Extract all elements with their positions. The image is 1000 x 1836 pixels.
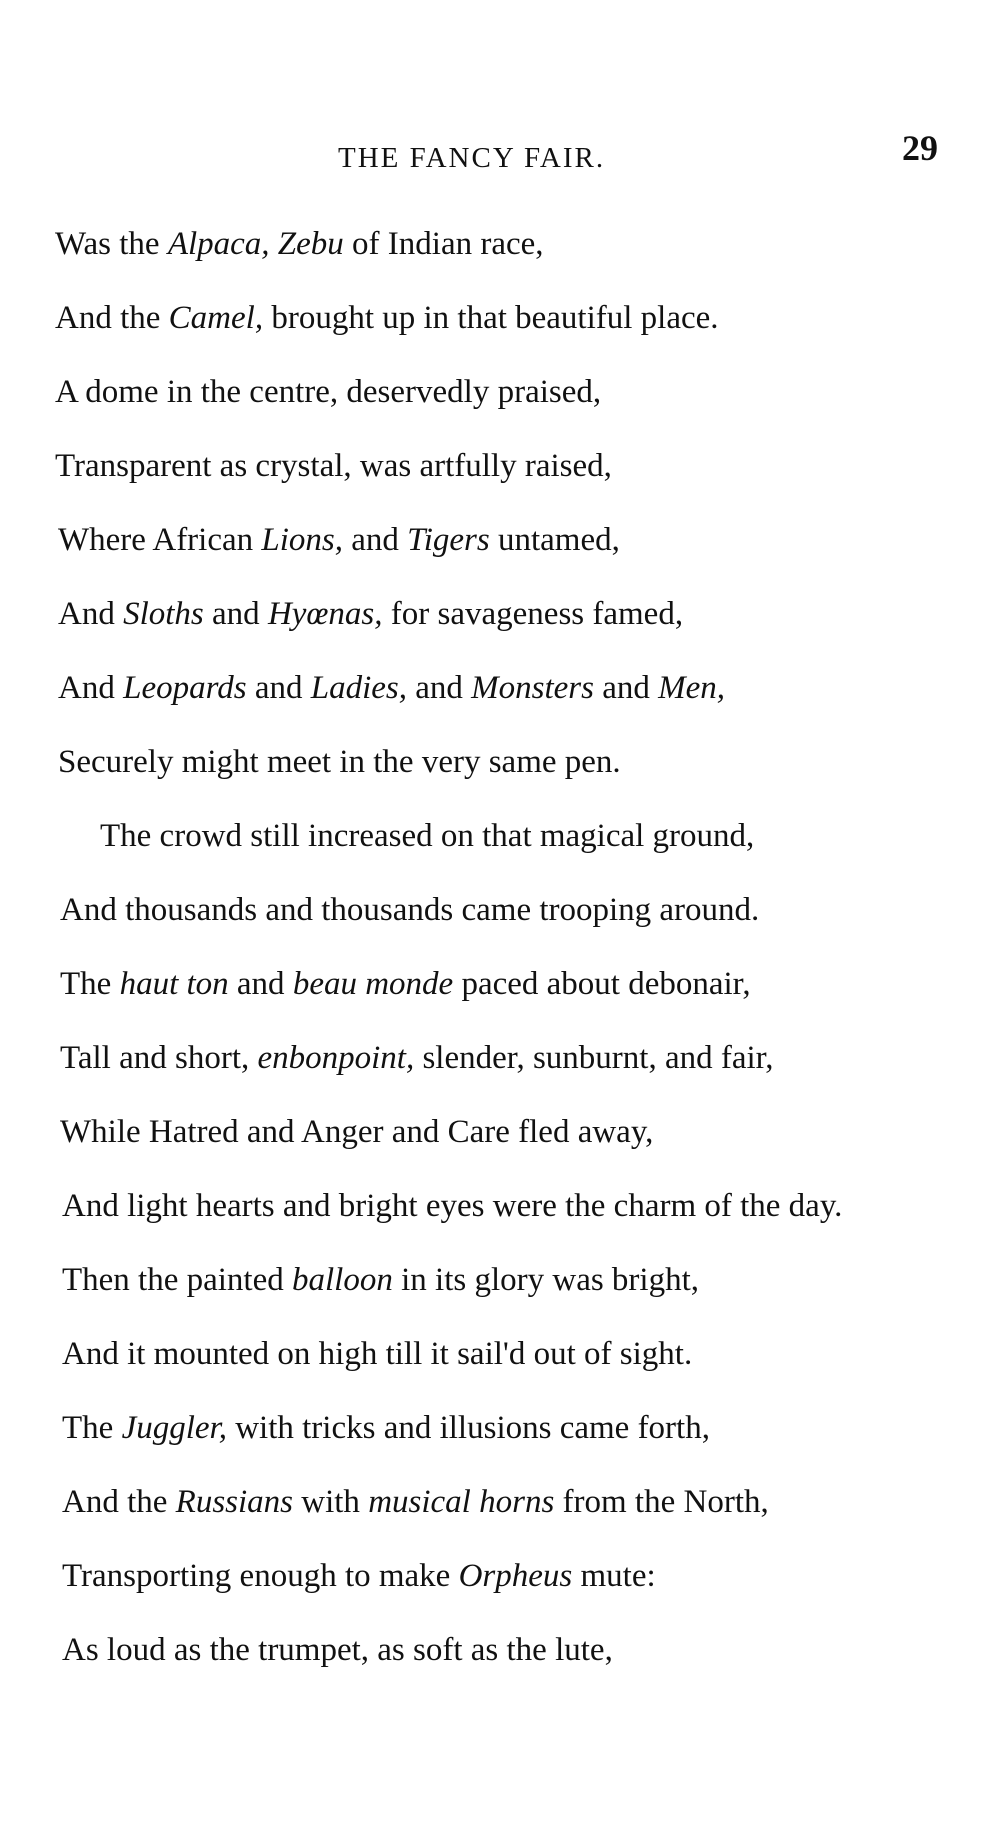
text-run: untamed, xyxy=(489,522,620,558)
verse-line xyxy=(58,594,683,634)
text-run: and xyxy=(593,670,659,706)
italic-text: Hyœnas, xyxy=(267,596,383,632)
verse-line xyxy=(62,1260,699,1300)
text-run: with tricks and illusions came forth, xyxy=(226,1410,710,1446)
italic-text: enbonpoint, xyxy=(257,1040,415,1076)
verse-line xyxy=(62,1408,710,1448)
italic-text: Zebu xyxy=(277,226,344,262)
text-run: Transparent as crystal, was artfully raised, xyxy=(55,448,612,484)
text-run: Where African xyxy=(58,522,262,558)
verse-line xyxy=(62,1334,692,1374)
text-run: and xyxy=(406,670,472,706)
italic-text: Tigers xyxy=(407,522,490,558)
italic-text: Lions, xyxy=(261,522,344,558)
italic-text: Orpheus xyxy=(458,1558,573,1594)
text-run: in its glory was bright, xyxy=(392,1262,700,1298)
verse-line xyxy=(55,298,719,338)
italic-text: Leopards xyxy=(123,670,247,706)
italic-text: Monsters xyxy=(471,670,594,706)
verse-line xyxy=(58,668,725,708)
italic-text: musical horns xyxy=(368,1484,555,1520)
text-run: And light hearts and bright eyes were the charm of the day. xyxy=(62,1188,843,1224)
text-run: from the North, xyxy=(554,1484,769,1520)
italic-text: balloon xyxy=(292,1262,393,1298)
verse-line xyxy=(60,964,751,1004)
text-run: and xyxy=(203,596,268,632)
verse-line xyxy=(55,446,612,486)
verse-line xyxy=(58,520,620,560)
running-header-title: THE FANCY FAIR. xyxy=(338,142,606,174)
italic-text: Russians xyxy=(175,1484,294,1520)
text-run: for savageness famed, xyxy=(382,596,684,632)
italic-text: beau monde xyxy=(292,966,454,1002)
verse-line xyxy=(62,1556,656,1596)
text-run: As loud as the trumpet, as soft as the lute, xyxy=(62,1632,613,1668)
italic-text: Juggler, xyxy=(121,1410,227,1446)
text-run: The xyxy=(60,966,120,1002)
text-run: and xyxy=(228,966,293,1002)
text-run: And the xyxy=(62,1484,176,1520)
verse-line xyxy=(62,1186,842,1226)
verse-line xyxy=(55,224,544,264)
verse-line xyxy=(58,742,621,782)
text-run: And thousands and thousands came trooping around. xyxy=(60,892,760,928)
italic-text: Men, xyxy=(658,670,726,706)
text-run: While Hatred and Anger and Care fled away, xyxy=(60,1114,654,1150)
text-run: The xyxy=(62,1410,122,1446)
text-run: And the xyxy=(55,300,169,336)
verse-line xyxy=(60,890,759,930)
verse-line xyxy=(62,1482,769,1522)
text-run: And xyxy=(58,670,124,706)
text-run: and xyxy=(343,522,408,558)
text-run: slender, sunburnt, and fair, xyxy=(414,1040,774,1076)
text-run: A dome in the centre, deservedly praised, xyxy=(55,374,602,410)
italic-text: Ladies, xyxy=(310,670,407,706)
text-run xyxy=(270,226,278,262)
verse-line xyxy=(60,1112,653,1152)
text-run: Then the painted xyxy=(62,1262,293,1298)
page-number: 29 xyxy=(902,128,938,168)
text-run: And it mounted on high till it sail'd out of sight. xyxy=(62,1336,693,1372)
text-run: brought up in that beautiful place. xyxy=(263,300,719,336)
italic-text: haut ton xyxy=(119,966,229,1002)
text-run: Securely might meet in the very same pen. xyxy=(58,744,621,780)
text-run: Tall and short, xyxy=(60,1040,258,1076)
text-run: of Indian race, xyxy=(343,226,544,262)
text-run: with xyxy=(293,1484,369,1520)
text-run: The crowd still increased on that magical ground, xyxy=(100,818,755,854)
italic-text: Alpaca, xyxy=(167,226,270,262)
text-run: paced about debonair, xyxy=(453,966,751,1002)
text-run: And xyxy=(58,596,124,632)
text-run: Was the xyxy=(55,226,168,262)
verse-line xyxy=(55,372,601,412)
verse-line xyxy=(60,1038,774,1078)
verse-line xyxy=(100,816,754,856)
italic-text: Camel, xyxy=(168,300,264,336)
italic-text: Sloths xyxy=(123,596,204,632)
text-run: and xyxy=(246,670,311,706)
text-run: Transporting enough to make xyxy=(62,1558,459,1594)
verse-line xyxy=(62,1630,613,1670)
text-run: mute: xyxy=(572,1558,656,1594)
